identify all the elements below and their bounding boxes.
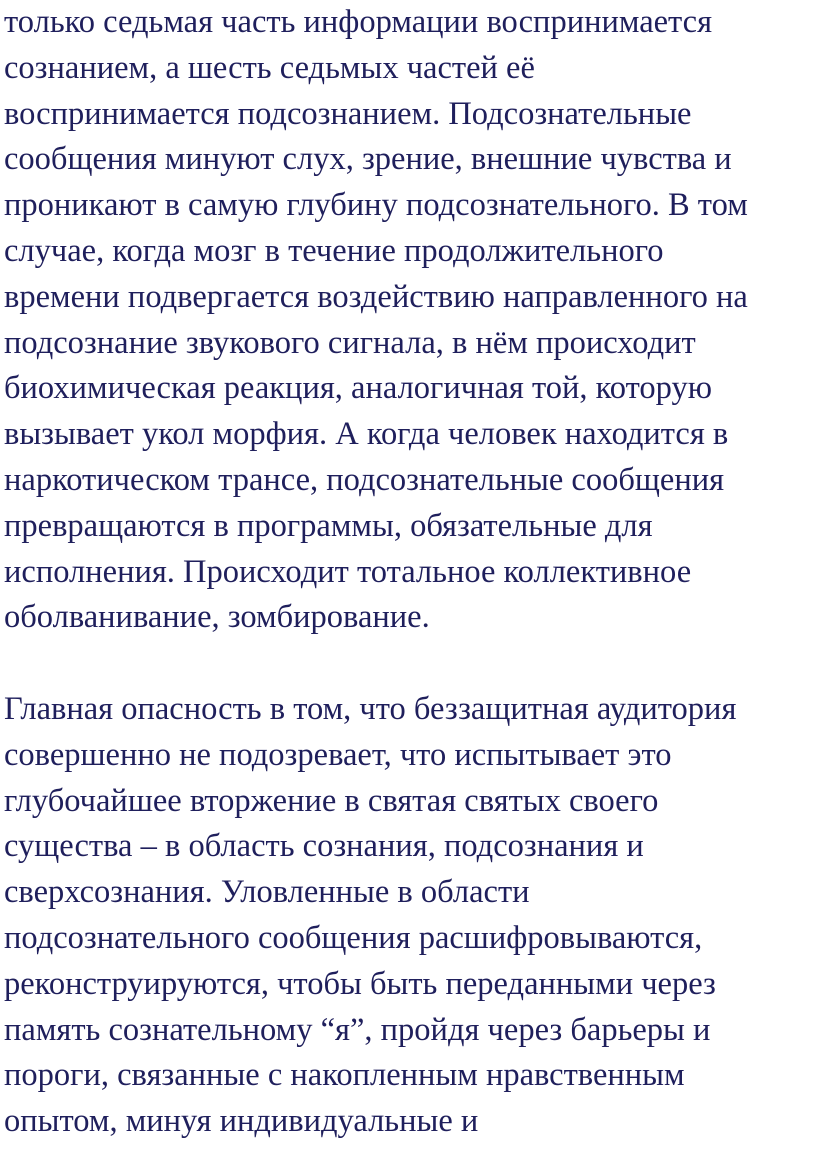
text-line: оболванивание, зомбирование. (4, 599, 430, 636)
text-line: сознанием, а шесть седьмых частей её (4, 49, 535, 86)
text-line: память сознательному “я”, пройдя через барьеры и (4, 1011, 711, 1048)
paragraph-spacer (4, 641, 812, 687)
text-line: проникают в самую глубину подсознательного. В том (4, 187, 748, 224)
text-line: биохимическая реакция, аналогичная той, которую (4, 370, 713, 407)
text-line: глубочайшее вторжение в святая святых своего (4, 782, 659, 819)
text-line: исполнения. Происходит тотальное коллективное (4, 553, 692, 590)
text-line: вызывает укол морфия. А когда человек находится в (4, 416, 729, 453)
paragraph-1 (4, 0, 812, 641)
text-line: опытом, минуя индивидуальные и (4, 1103, 479, 1140)
text-line: времени подвергается воздействию направленного на (4, 278, 748, 315)
text-line: сверхсознания. Уловленные в области (4, 874, 530, 911)
text-line: пороги, связанные с накопленным нравственным (4, 1057, 685, 1094)
text-line: Главная опасность в том, что беззащитная аудитория (4, 690, 737, 727)
text-line: наркотическом трансе, подсознательные сообщения (4, 461, 725, 498)
text-line: подсознание звукового сигнала, в нём происходит (4, 324, 696, 361)
text-line: только седьмая часть информации воспринимается (4, 4, 713, 40)
text-line: существа – в область сознания, подсознания и (4, 828, 644, 865)
text-line: превращаются в программы, обязательные для (4, 507, 653, 544)
text-line: совершенно не подозревает, что испытывает это (4, 736, 672, 773)
text-line: сообщения минуют слух, зрение, внешние чувства и (4, 141, 732, 178)
text-line: реконструируются, чтобы быть переданными через (4, 965, 716, 1002)
text-line: воспринимается подсознанием. Подсознательные (4, 95, 692, 132)
text-line: случае, когда мозг в течение продолжительного (4, 232, 664, 269)
document-page (4, 0, 812, 1145)
text-line: подсознательного сообщения расшифровываются, (4, 919, 703, 956)
paragraph-2 (4, 687, 812, 1145)
